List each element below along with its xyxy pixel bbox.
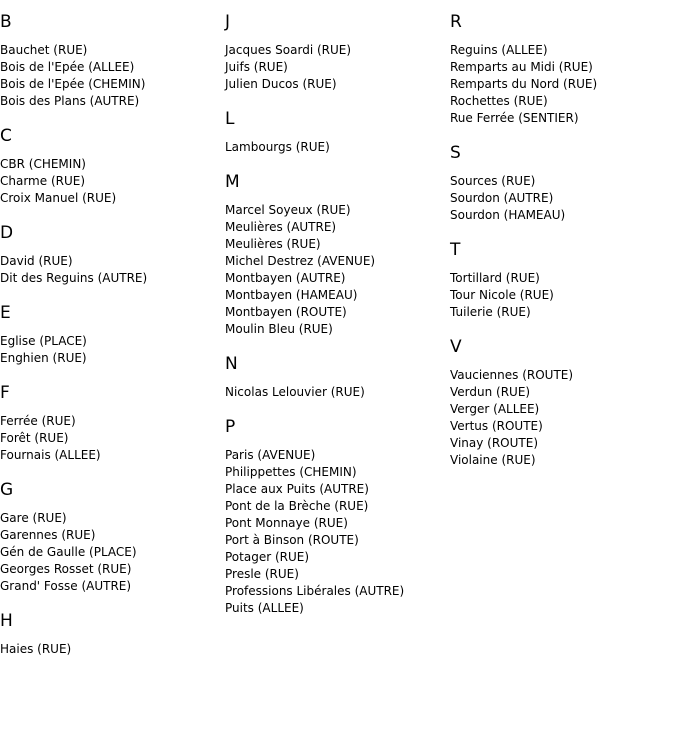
letter-heading: R [450,12,462,32]
letter-group-b [0,10,220,110]
street-link[interactable]: Marcel Soyeux (RUE) [225,203,351,217]
list-item [0,350,220,367]
list-item [225,600,445,617]
letter-group-c [0,124,220,207]
street-list [450,173,670,224]
list-item [0,413,220,430]
list-item [0,527,220,544]
list-item [450,304,670,321]
street-link[interactable]: Philippettes (CHEMIN) [225,465,357,479]
letter-heading: V [450,337,462,357]
street-list [225,384,445,401]
street-list [225,202,445,338]
street-list [0,333,220,367]
list-item [225,321,445,338]
list-item [225,139,445,156]
street-link[interactable]: Bois des Plans (AUTRE) [0,94,140,108]
list-item [225,549,445,566]
list-item [450,42,670,59]
list-item [0,253,220,270]
street-index-column-3 [450,10,670,483]
street-link[interactable]: Remparts au Midi (RUE) [450,60,593,74]
letter-heading: L [225,109,235,129]
list-item [0,430,220,447]
street-link[interactable]: Port à Binson (ROUTE) [225,533,359,547]
street-link[interactable]: Fournais (ALLEE) [0,448,101,462]
list-item [0,578,220,595]
street-link[interactable]: Montbayen (ROUTE) [225,305,347,319]
list-item [225,583,445,600]
street-list [0,253,220,287]
letter-group-m [225,170,445,338]
list-item [450,384,670,401]
letter-heading: H [0,611,13,631]
street-link[interactable]: Vauciennes (ROUTE) [450,368,574,382]
street-list [450,270,670,321]
street-link[interactable]: Montbayen (HAMEAU) [225,288,358,302]
street-list [225,447,445,617]
letter-group-v [450,335,670,469]
list-item [450,418,670,435]
street-link[interactable]: Place aux Puits (AUTRE) [225,482,369,496]
street-link[interactable]: Pont Monnaye (RUE) [225,516,348,530]
street-link[interactable]: Ferrée (RUE) [0,414,76,428]
list-item [225,287,445,304]
street-link[interactable]: CBR (CHEMIN) [0,157,86,171]
street-link[interactable]: Charme (RUE) [0,174,86,188]
list-item [0,76,220,93]
street-link[interactable]: Pont de la Brèche (RUE) [225,499,369,513]
list-item [0,156,220,173]
list-item [0,59,220,76]
street-link[interactable]: Sourdon (HAMEAU) [450,208,566,222]
list-item [225,481,445,498]
letter-group-r [450,10,670,127]
letter-group-f [0,381,220,464]
list-item [0,42,220,59]
street-link[interactable]: David (RUE) [0,254,73,268]
letter-group-n [225,352,445,401]
street-link[interactable]: Gén de Gaulle (PLACE) [0,545,137,559]
street-link[interactable]: Bauchet (RUE) [0,43,88,57]
street-link[interactable]: Eglise (PLACE) [0,334,87,348]
list-item [450,207,670,224]
list-item [450,110,670,127]
street-link[interactable]: Lambourgs (RUE) [225,140,330,154]
letter-group-p [225,415,445,617]
street-link[interactable]: Vinay (ROUTE) [450,436,538,450]
list-item [450,452,670,469]
list-item [450,173,670,190]
letter-heading: T [450,240,461,260]
street-link[interactable]: Julien Ducos (RUE) [225,77,337,91]
list-item [0,561,220,578]
list-item [0,270,220,287]
list-item [450,93,670,110]
letter-heading: P [225,417,236,437]
letter-group-t [450,238,670,321]
street-link[interactable]: Michel Destrez (AVENUE) [225,254,376,268]
street-link[interactable]: Moulin Bleu (RUE) [225,322,333,336]
list-item [0,333,220,350]
list-item [0,190,220,207]
list-item [0,173,220,190]
street-link[interactable]: Haies (RUE) [0,642,72,656]
list-item [225,498,445,515]
list-item [225,219,445,236]
street-list [0,42,220,110]
letter-group-s [450,141,670,224]
street-link[interactable]: Croix Manuel (RUE) [0,191,117,205]
street-link[interactable]: Enghien (RUE) [0,351,87,365]
list-item [225,202,445,219]
list-item [450,76,670,93]
list-item [225,532,445,549]
list-item [0,447,220,464]
letter-group-h [0,609,220,658]
street-list [225,42,445,93]
street-link[interactable]: Paris (AVENUE) [225,448,316,462]
street-link[interactable]: Sources (RUE) [450,174,536,188]
list-item [225,253,445,270]
street-link[interactable]: Tour Nicole (RUE) [450,288,554,302]
street-link[interactable]: Professions Libérales (AUTRE) [225,584,405,598]
list-item [225,270,445,287]
street-index-column-1 [0,10,220,672]
letter-group-l [225,107,445,156]
street-list [225,139,445,156]
street-link[interactable]: Reguins (ALLEE) [450,43,548,57]
letter-heading: E [0,303,11,323]
letter-heading: B [0,12,12,32]
letter-heading: J [225,12,231,32]
street-link[interactable]: Forêt (RUE) [0,431,69,445]
street-link[interactable]: Gare (RUE) [0,511,67,525]
letter-heading: D [0,223,14,243]
list-item [450,270,670,287]
street-link[interactable]: Vertus (ROUTE) [450,419,543,433]
list-item [450,435,670,452]
street-link[interactable]: Potager (RUE) [225,550,310,564]
street-list [0,156,220,207]
street-index-column-2 [225,10,445,631]
letter-heading: S [450,143,461,163]
letter-heading: F [0,383,10,403]
street-list [450,42,670,127]
list-item [0,544,220,561]
street-link[interactable]: Remparts du Nord (RUE) [450,77,598,91]
list-item [225,447,445,464]
street-link[interactable]: Rochettes (RUE) [450,94,548,108]
street-link[interactable]: Montbayen (AUTRE) [225,271,346,285]
list-item [450,367,670,384]
street-link[interactable]: Presle (RUE) [225,567,299,581]
list-item [225,42,445,59]
street-link[interactable]: Jacques Soardi (RUE) [225,43,352,57]
street-link[interactable]: Meulières (RUE) [225,237,321,251]
letter-group-g [0,478,220,595]
list-item [450,287,670,304]
street-link[interactable]: Nicolas Lelouvier (RUE) [225,385,365,399]
street-link[interactable]: Juifs (RUE) [225,60,288,74]
street-link[interactable]: Tuilerie (RUE) [450,305,531,319]
list-item [0,510,220,527]
letter-group-j [225,10,445,93]
street-link[interactable]: Georges Rosset (RUE) [0,562,132,576]
list-item [225,304,445,321]
street-list [450,367,670,469]
list-item [225,236,445,253]
list-item [225,464,445,481]
letter-group-e [0,301,220,367]
list-item [225,384,445,401]
street-link[interactable]: Grand' Fosse (AUTRE) [0,579,132,593]
list-item [450,190,670,207]
street-link[interactable]: Puits (ALLEE) [225,601,304,615]
letter-heading: N [225,354,238,374]
list-item [225,515,445,532]
street-link[interactable]: Rue Ferrée (SENTIER) [450,111,579,125]
letter-group-d [0,221,220,287]
list-item [0,93,220,110]
letter-heading: M [225,172,240,192]
street-link[interactable]: Verger (ALLEE) [450,402,540,416]
street-link[interactable]: Garennes (RUE) [0,528,96,542]
list-item [225,76,445,93]
street-list [0,510,220,595]
letter-heading: C [0,126,12,146]
street-link[interactable]: Tortillard (RUE) [450,271,540,285]
list-item [225,566,445,583]
street-link[interactable]: Dit des Reguins (AUTRE) [0,271,148,285]
street-list [0,641,220,658]
street-link[interactable]: Meulières (AUTRE) [225,220,337,234]
list-item [225,59,445,76]
list-item [450,401,670,418]
street-link[interactable]: Violaine (RUE) [450,453,536,467]
street-link[interactable]: Bois de l'Epée (ALLEE) [0,60,135,74]
street-list [0,413,220,464]
list-item [450,59,670,76]
list-item [0,641,220,658]
street-link[interactable]: Bois de l'Epée (CHEMIN) [0,77,146,91]
street-link[interactable]: Verdun (RUE) [450,385,531,399]
street-link[interactable]: Sourdon (AUTRE) [450,191,554,205]
letter-heading: G [0,480,14,500]
